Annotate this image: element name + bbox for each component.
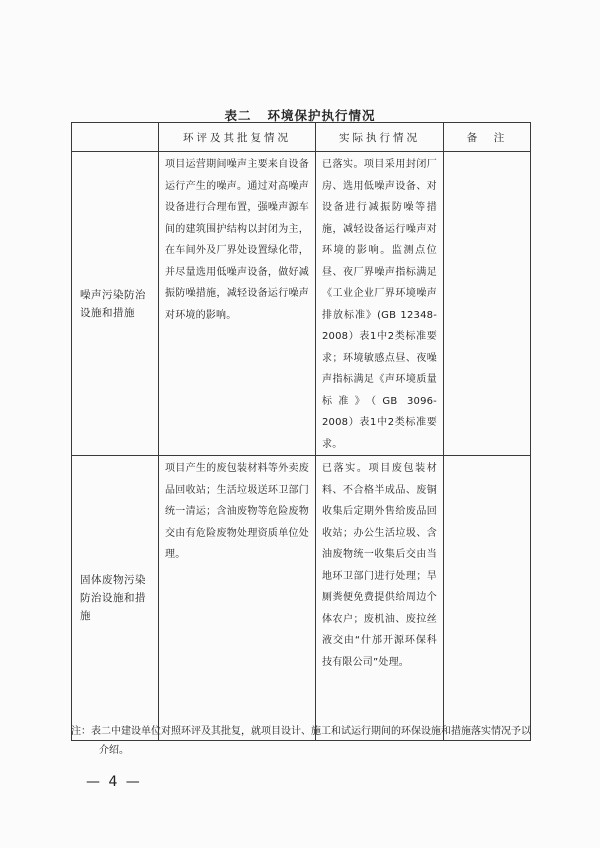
table-number: 表二	[224, 108, 252, 123]
page-number: — 4 —	[86, 774, 142, 790]
header-category	[72, 123, 159, 152]
header-remark: 备 注	[444, 123, 531, 152]
environmental-protection-table	[71, 122, 531, 741]
row-eia: 项目运营期间噪声主要来自设备运行产生的噪声。通过对高噪声设备进行合理布置，强噪声源车间的建筑围护结构以封闭为主，在车间外及厂界处设置绿化带，并尽量选用低噪声设备，做好减振防噪措施，减轻设备运行噪声对环境的影响。	[159, 152, 316, 456]
header-actual: 实际执行情况	[316, 123, 444, 152]
table-row	[72, 152, 531, 456]
table-title-text: 环境保护执行情况	[267, 108, 376, 123]
row-category: 噪声污染防治设施和措施	[72, 152, 159, 456]
row-actual: 已落实。项目采用封闭厂房、选用低噪声设备、对设备进行减振防噪等措施，减轻设备运行噪声对环境的影响。监测点位昼、夜厂界噪声指标满足《工业企业厂界环境噪声排放标准》(GB 12348-2008）表1中2类标准要求；环境敏感点昼、夜噪声指标满足《声环境质量标准》（GB 3096-2008）表1中2类标准要求。	[316, 152, 444, 456]
table-row	[72, 456, 531, 741]
row-actual: 已落实。项目废包装材料、不合格半成品、废铜收集后定期外售给废品回收站；办公生活垃圾、含油废物统一收集后交由当地环卫部门进行处理；旱厕粪便免费提供给周边个体农户；废机油、废拉丝液交由“什邡开源环保科技有限公司”处理。	[316, 456, 444, 741]
row-category: 固体废物污染防治设施和措施	[72, 456, 159, 741]
table-note: 注：表二中建设单位对照环评及其批复，就项目设计、施工和试运行期间的环保设施和措施落实情况予以介绍。	[71, 726, 531, 756]
table-header-row	[72, 123, 531, 152]
row-eia: 项目产生的废包装材料等外卖废品回收站；生活垃圾送环卫部门统一清运；含油废物等危险废物交由有危险废物处理资质单位处理。	[159, 456, 316, 741]
row-remark	[444, 152, 531, 456]
header-eia: 环评及其批复情况	[159, 123, 316, 152]
row-remark	[444, 456, 531, 741]
